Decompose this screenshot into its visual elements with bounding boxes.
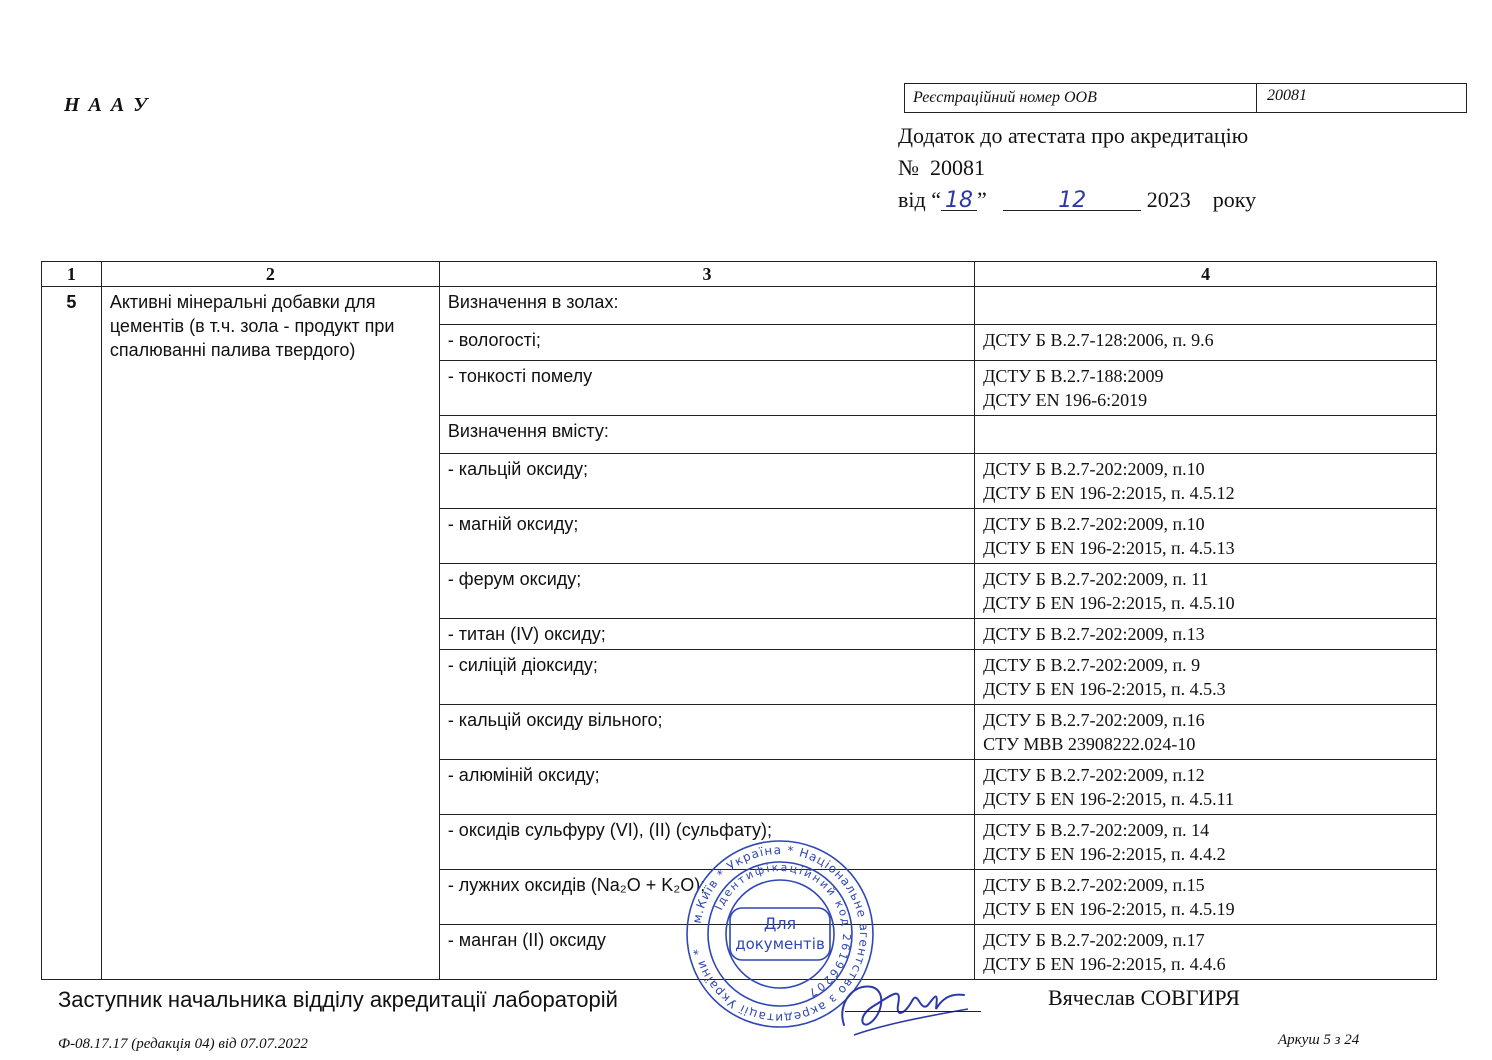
date-prefix: від “ <box>898 187 941 212</box>
column-header: 4 <box>975 262 1437 287</box>
item-number: 5 <box>42 287 102 980</box>
standard-reference: ДСТУ Б В.2.7-128:2006, п. 9.6 <box>975 325 1437 361</box>
standard-reference: ДСТУ Б В.2.7-202:2009, п.17 ДСТУ Б EN 196-2:2015, п. 4.4.6 <box>975 925 1437 980</box>
test-method: - ферум оксиду; <box>439 564 974 619</box>
signer-position: Заступник начальника відділу акредитації лабораторій <box>58 987 618 1012</box>
standard-reference: ДСТУ Б В.2.7-202:2009, п.12 ДСТУ Б EN 196-2:2015, п. 4.5.11 <box>975 760 1437 815</box>
date-day: 18 <box>944 188 973 213</box>
standard-reference: ДСТУ Б В.2.7-202:2009, п. 11 ДСТУ Б EN 196-2:2015, п. 4.5.10 <box>975 564 1437 619</box>
sheet-number: Аркуш 5 з 24 <box>1278 1032 1360 1048</box>
test-method: - оксидів сульфуру (VI), (II) (сульфату); <box>439 815 974 870</box>
date-quote: ” <box>976 187 987 212</box>
stamp-center-line1: Для <box>763 914 797 933</box>
annex-number-line <box>898 152 1256 184</box>
registration-label: Реєстраційний номер ООВ <box>905 84 1257 112</box>
date-year: 2023 <box>1146 187 1191 212</box>
handwritten-signature <box>832 965 972 1040</box>
standard-reference: ДСТУ Б В.2.7-202:2009, п. 9 ДСТУ Б EN 196-2:2015, п. 4.5.3 <box>975 650 1437 705</box>
test-method: - вологості; <box>439 325 974 361</box>
annex-date-line <box>898 184 1256 216</box>
standard-reference <box>975 287 1437 325</box>
stamp-inner-text: Ідентифікаційний код 26196207 <box>712 860 854 1001</box>
standard-reference: ДСТУ Б В.2.7-188:2009 ДСТУ EN 196-6:2019 <box>975 361 1437 416</box>
test-method: Визначення вмісту: <box>439 416 974 454</box>
standard-reference: ДСТУ Б В.2.7-202:2009, п.10 ДСТУ Б EN 196-2:2015, п. 4.5.12 <box>975 454 1437 509</box>
standard-reference: ДСТУ Б В.2.7-202:2009, п.13 <box>975 619 1437 650</box>
test-method: - титан (IV) оксиду; <box>439 619 974 650</box>
standard-reference: ДСТУ Б В.2.7-202:2009, п.15 ДСТУ Б EN 196-2:2015, п. 4.5.19 <box>975 870 1437 925</box>
standard-reference: ДСТУ Б В.2.7-202:2009, п.10 ДСТУ Б EN 196-2:2015, п. 4.5.13 <box>975 509 1437 564</box>
test-method: - силіцій діоксиду; <box>439 650 974 705</box>
standard-reference: ДСТУ Б В.2.7-202:2009, п. 14 ДСТУ Б EN 196-2:2015, п. 4.4.2 <box>975 815 1437 870</box>
test-method: - кальцій оксиду вільного; <box>439 705 974 760</box>
date-month: 12 <box>1058 188 1087 213</box>
signer-name: Вячеслав СОВГИРЯ <box>1048 985 1240 1010</box>
test-method: - алюміній оксиду; <box>439 760 974 815</box>
column-header: 1 <box>42 262 102 287</box>
standard-reference: ДСТУ Б В.2.7-202:2009, п.16 СТУ МВВ 23908222.024-10 <box>975 705 1437 760</box>
annex-heading <box>898 120 1256 216</box>
test-method: - магній оксиду; <box>439 509 974 564</box>
date-suffix: року <box>1212 187 1257 212</box>
test-method: - манган (II) оксиду <box>439 925 974 980</box>
annex-number: 20081 <box>930 155 985 180</box>
number-prefix: № <box>898 155 919 180</box>
standard-reference <box>975 416 1437 454</box>
test-method: - кальцій оксиду; <box>439 454 974 509</box>
test-method: - тонкості помелу <box>439 361 974 416</box>
column-header: 2 <box>101 262 439 287</box>
product-name: Активні мінеральні добавки для цементів (в т.ч. зола - продукт при спалюванні палива твердого) <box>101 287 439 980</box>
column-header: 3 <box>439 262 974 287</box>
registration-value: 20081 <box>1267 87 1307 104</box>
organization-name: Н А А У <box>64 94 150 116</box>
table-row <box>42 287 1437 325</box>
test-method: - лужних оксидів (Na₂O + K₂O); <box>439 870 974 925</box>
stamp-center-line2: документів <box>735 935 825 953</box>
registration-number-box <box>904 83 1467 113</box>
table-header-row <box>42 262 1437 287</box>
form-code: Ф-08.17.17 (редакція 04) від 07.07.2022 <box>58 1036 308 1052</box>
annex-title: Додаток до атестата про акредитацію <box>898 123 1249 148</box>
test-method: Визначення в золах: <box>439 287 974 325</box>
signature-line <box>845 1011 981 1012</box>
stamp-ring-text: м.Київ * Україна * Національне агентство з акредитації України * <box>689 842 872 1026</box>
